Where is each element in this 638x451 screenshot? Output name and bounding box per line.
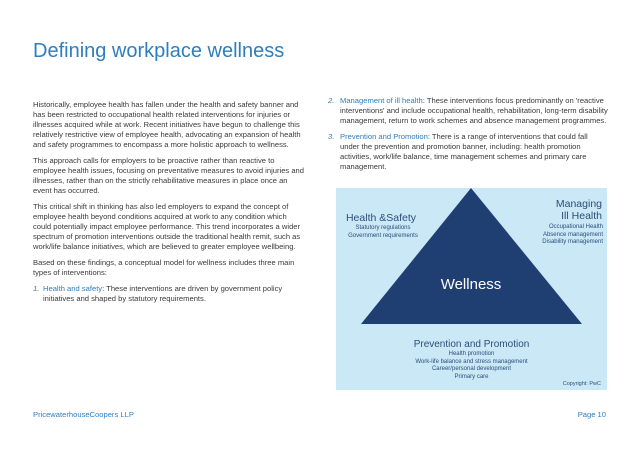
left-column	[33, 100, 305, 310]
item-number: 3.	[328, 132, 335, 141]
managing-title-line: Managing	[555, 198, 602, 210]
prevention-item: Work-life balance and stress management	[415, 358, 528, 365]
managing-ill-health-title	[514, 198, 602, 222]
item-text: : There is a range of interventions that could fall under the prevention and promotion banner, including: health promotion activities, work/life balance, time management schemes and primary care management.	[340, 132, 588, 171]
wellness-diagram	[336, 188, 607, 390]
footer-company: PricewaterhouseCoopers LLP	[33, 410, 134, 419]
health-safety-item: Government requirements	[348, 232, 418, 239]
item-heading: Health and safety	[43, 284, 103, 293]
item-text: : These interventions are driven by government policy initiatives and shaped by statutory requirements.	[43, 284, 283, 303]
intervention-item-3	[328, 132, 608, 172]
intervention-item-2	[328, 96, 608, 126]
managing-item: Absence management	[542, 231, 603, 238]
wellness-label: Wellness	[440, 276, 502, 293]
copyright-note: Copyright: PwC	[562, 381, 601, 387]
managing-title-line: Ill Health	[561, 210, 602, 222]
item-heading: Prevention and Promotion	[340, 132, 428, 141]
managing-ill-health-items	[496, 224, 603, 247]
paragraph-model: Based on these findings, a conceptual model for wellness includes three main types of interventions:	[33, 258, 295, 277]
paragraph-history: Historically, employee health has fallen under the health and safety banner and has been restricted to occupational health related interventions for injuries or illnesses acquired while at work. Recent initiatives have begun to challenge this relatively restrictive view of employee health, advocating an expansion of health and safety programmes to encompass a more holistic approach to wellness.	[33, 100, 301, 149]
prevention-item: Career/personal development	[431, 366, 512, 372]
health-safety-item: Statutory regulations	[355, 225, 411, 231]
prevention-promotion-items	[366, 351, 577, 381]
managing-item: Disability management	[542, 239, 603, 245]
footer-page-number: Page 10	[577, 410, 606, 419]
health-safety-items	[340, 225, 426, 240]
item-text: : These interventions focus predominantly on 'reactive interventions' and include occupational health, rehabilitation, long-term disability management, return to work schemes and absence management programmes.	[340, 96, 608, 125]
prevention-promotion-title: Prevention and Promotion	[413, 339, 530, 350]
item-number: 2.	[328, 96, 335, 105]
intervention-item-1	[33, 284, 305, 304]
item-number: 1.	[33, 284, 40, 293]
health-safety-title: Health &Safety	[345, 212, 417, 224]
paragraph-shift: This critical shift in thinking has also led employers to expand the concept of employee health beyond conditions acquired at work to any condition which could potentially impact employee performance. This trend incorporates a wider spectrum of promotion interventions outside the traditional health remit, such as work/life balance initiatives, which are believed to greater employee wellbeing.	[33, 202, 301, 251]
right-column	[328, 96, 608, 178]
item-heading: Management of ill health	[340, 96, 423, 105]
page-title: Defining workplace wellness	[33, 40, 285, 62]
prevention-item: Primary care	[454, 373, 489, 380]
managing-item: Occupational Health	[548, 224, 603, 230]
paragraph-approach: This approach calls for employers to be proactive rather than reactive to employee health issues, focusing on preventative measures to avoid injuries and illnesses, rather than on the strictly rehabilitative measures in place once an event has occurred.	[33, 156, 305, 195]
prevention-item: Health promotion	[448, 351, 495, 357]
